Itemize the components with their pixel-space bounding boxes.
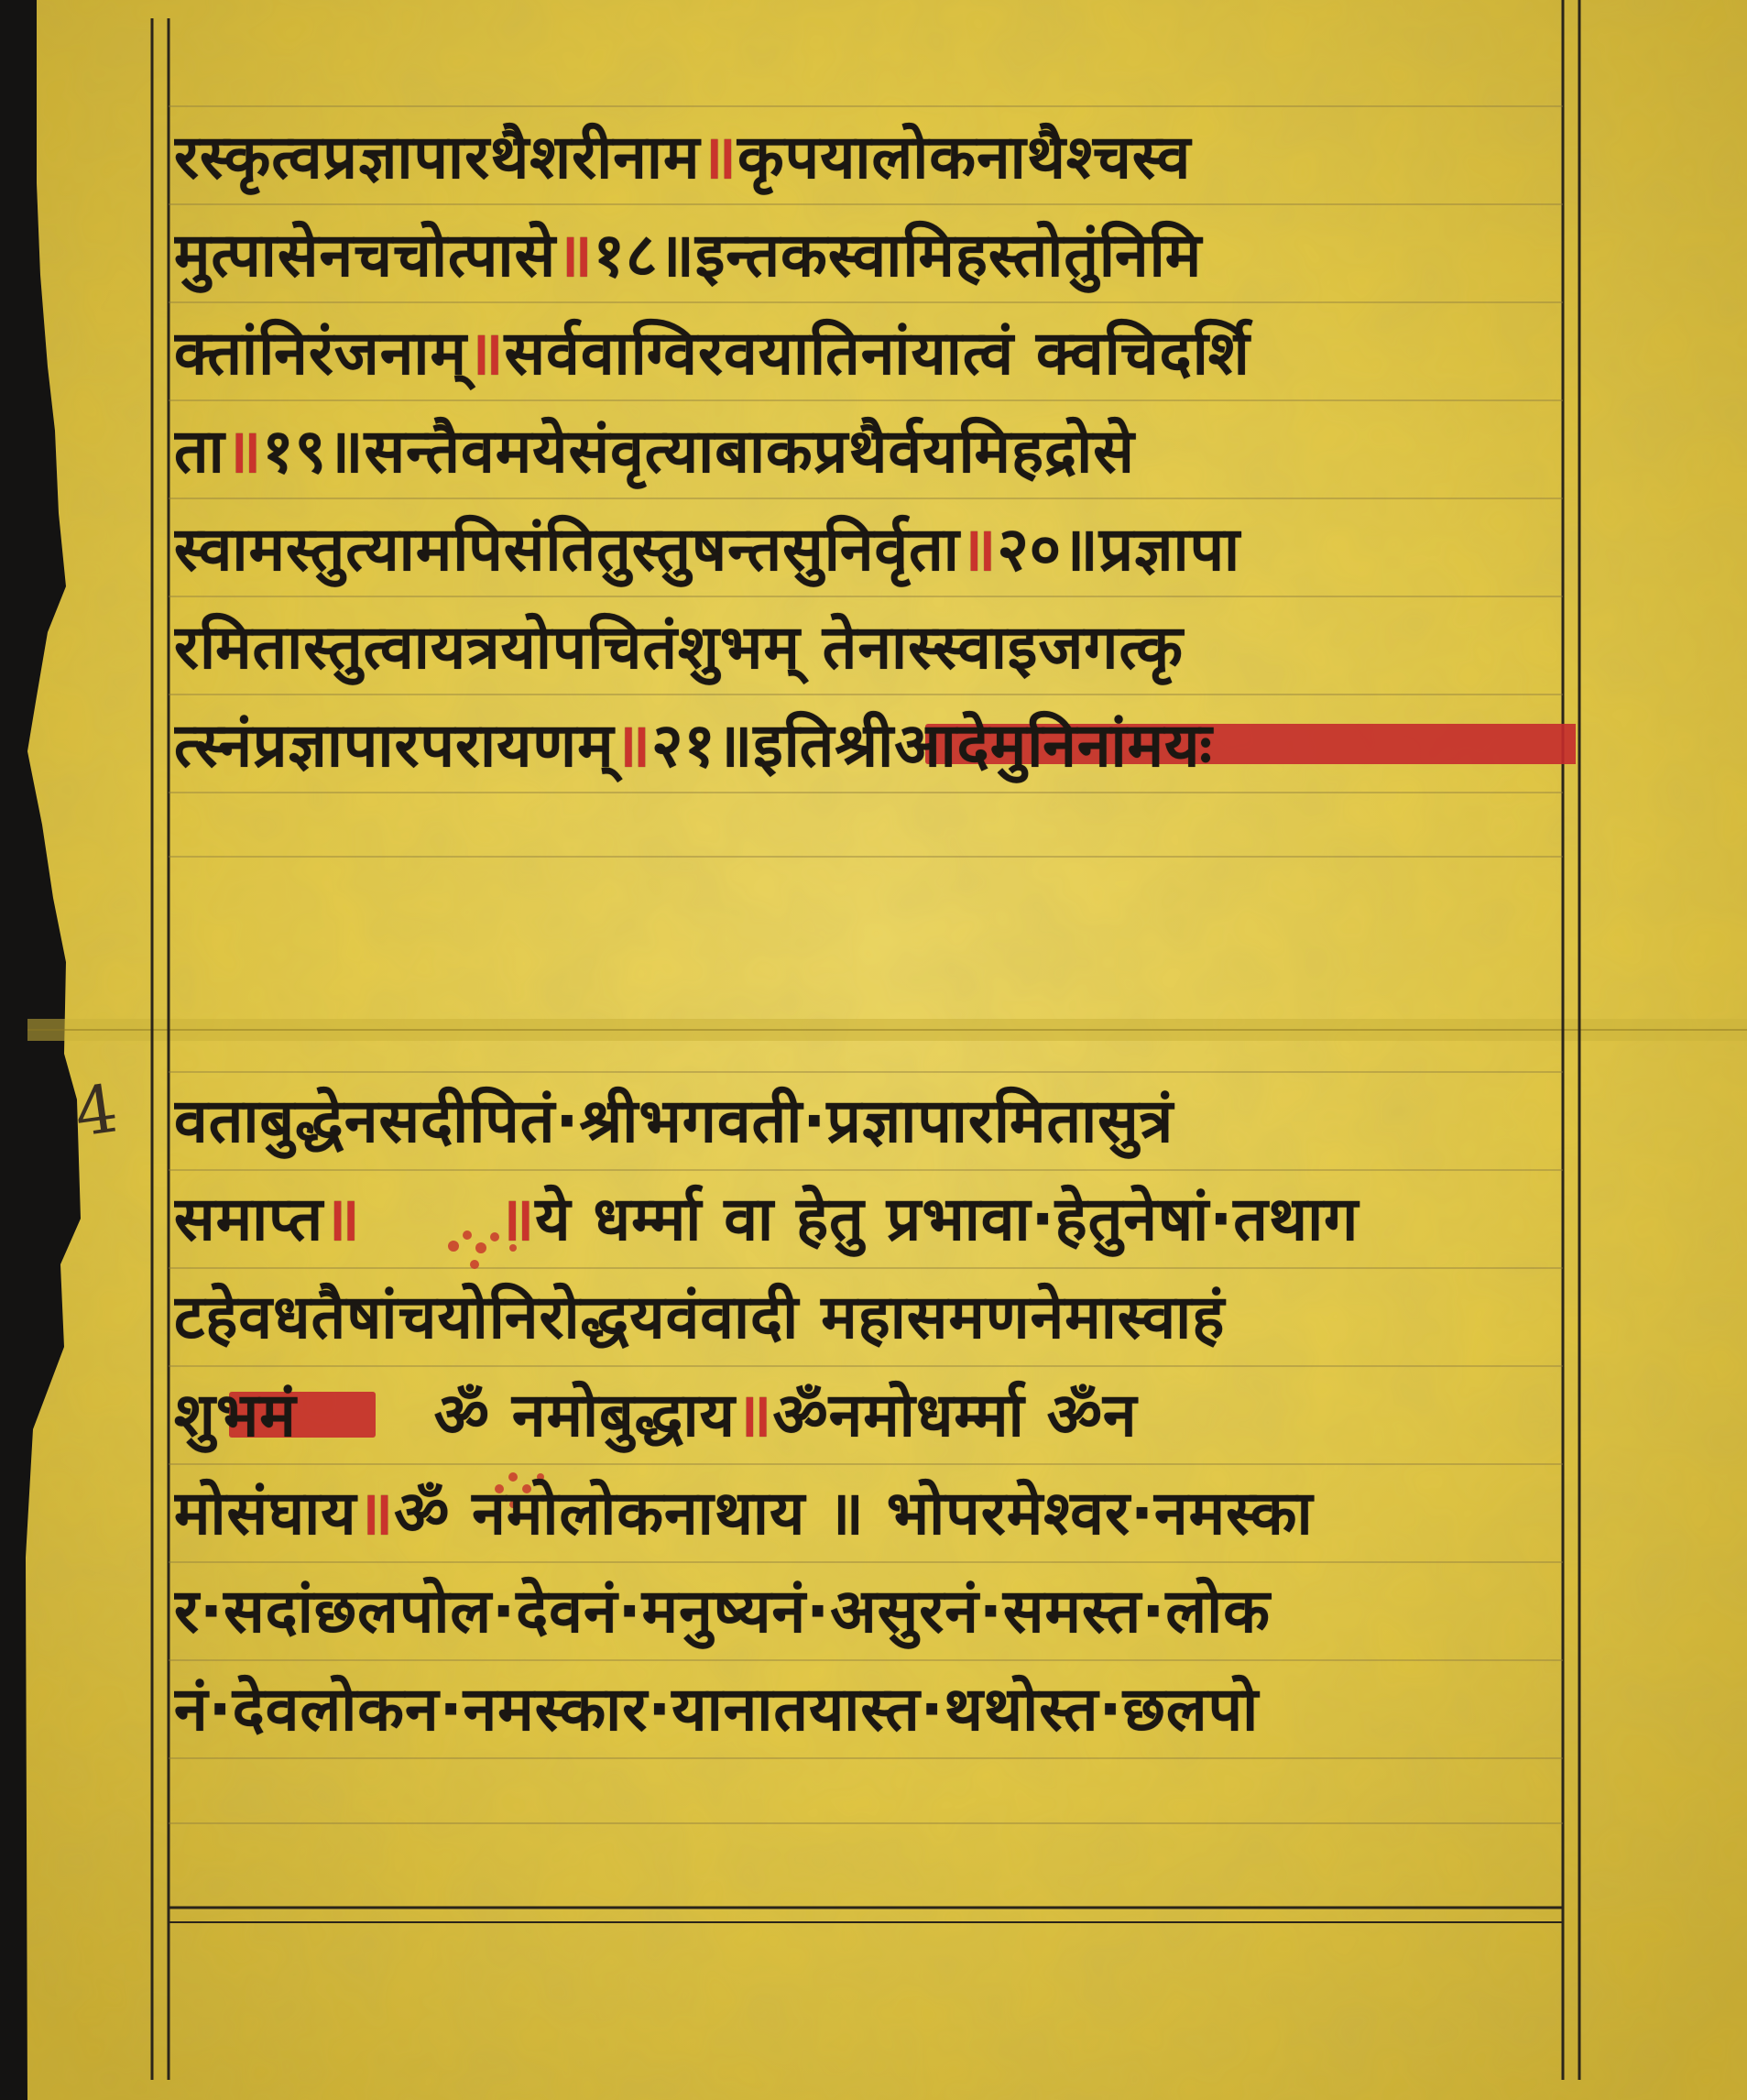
danda-marker: ॥	[959, 514, 998, 585]
line-text: श्रीभगवती·प्रज्ञापारमितासुत्रं	[579, 1086, 1174, 1156]
line-text: टहेवधतैषांचयोनिरोद्धयवंवादी	[174, 1282, 800, 1352]
line-text: रमितास्तुत्वायत्रयोपचितंशुभम्	[174, 612, 801, 683]
text-block-upper	[174, 108, 1576, 794]
danda-marker: ॥	[356, 1478, 395, 1548]
line-text: मुत्पासेनचचोत्पासे	[174, 220, 557, 290]
line-text: ॐ नमोबुद्धाय	[433, 1380, 736, 1450]
line-text: स्वामस्तुत्यामपिसंतितुस्तुषन्तसुनिर्वृता	[174, 514, 960, 585]
manuscript-line	[174, 500, 1576, 598]
line-text: रस्कृत्वप्रज्ञापारथैशरीनाम	[174, 122, 701, 192]
line-text: सर्ववाग्विरवयातिनांयात्वं क्वचिदर्शि	[504, 318, 1250, 388]
danda-marker: ॥	[224, 416, 263, 487]
manuscript-line	[174, 1170, 1576, 1268]
manuscript-line	[174, 1268, 1576, 1366]
line-text: तेनास्स्वाइजगत्कृ	[822, 612, 1184, 683]
line-text: १९॥सन्तैवमयेसंवृत्याबाकप्रथैर्वयमिहद्रोसे	[262, 416, 1135, 487]
line-text: १८॥इन्तकस्वामिहस्तोतुंनिमि	[593, 220, 1203, 290]
line-text: कृपयालोकनाथैश्चस्व	[737, 122, 1192, 192]
manuscript-line	[174, 304, 1576, 402]
line-text: २१॥	[651, 710, 754, 781]
danda-marker: ॥	[323, 1184, 361, 1254]
danda-marker: ॥	[700, 122, 737, 192]
manuscript-line	[174, 206, 1576, 304]
manuscript-line	[174, 402, 1576, 500]
danda-marker: ॥	[556, 220, 594, 290]
line-text: वताबुद्धेनसदीपितं	[174, 1086, 556, 1156]
danda-marker: ॥	[735, 1380, 773, 1450]
danda-marker: ॥	[466, 318, 505, 388]
line-text: क्तांनिरंजनाम्	[174, 318, 467, 388]
manuscript-line	[174, 1562, 1576, 1660]
line-text: मोसंघाय	[174, 1478, 357, 1548]
manuscript-line	[174, 108, 1576, 206]
manuscript-line	[174, 1660, 1576, 1758]
line-text: र·सदांछलपोल·देवनं·मनुष्यनं·असुरनं·समस्त·लोक	[174, 1576, 1271, 1646]
rubric-text: इतिश्रीआदेमुनिनांमयः	[753, 710, 1213, 781]
line-text: त्स्नंप्रज्ञापारपरायणम्	[174, 710, 615, 781]
manuscript-line-invocation	[174, 1366, 1576, 1464]
text-block-lower	[174, 1072, 1576, 1758]
line-text: ॐनमोधर्म्मा ॐन	[772, 1380, 1138, 1450]
line-text: नं·देवलोकन·नमस्कार·यानातयास्त·थथोस्त·छलपो	[174, 1674, 1260, 1745]
line-text: ता	[174, 416, 225, 487]
danda-marker: ॥	[497, 1184, 536, 1254]
line-text: २०॥प्रज्ञापा	[997, 514, 1241, 585]
manuscript-line-colophon	[174, 696, 1576, 794]
line-text: महासमणनेमास्वाहं	[821, 1282, 1226, 1352]
manuscript-line	[174, 598, 1576, 696]
danda-marker: ॥	[614, 710, 652, 781]
manuscript-line	[174, 1464, 1576, 1562]
line-text: ये धर्म्मा वा हेतु प्रभावा·हेतुनेषां·तथाग	[535, 1184, 1359, 1254]
rubric-text: शुभमं	[174, 1380, 297, 1450]
margin-folio-mark: 4	[70, 1069, 123, 1152]
manuscript-line	[174, 1072, 1576, 1170]
line-text: समाप्त	[174, 1184, 324, 1254]
separator-dot: ·	[555, 1086, 580, 1156]
line-text: ॐ नमोलोकनाथाय ॥ भोपरमेश्वर·नमस्का	[394, 1478, 1314, 1548]
